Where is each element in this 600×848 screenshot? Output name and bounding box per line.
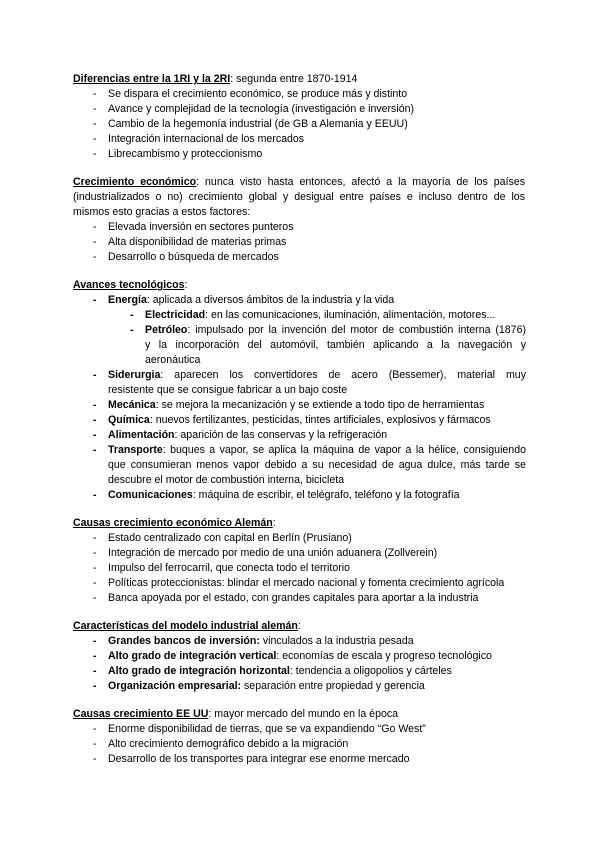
bullet: - bbox=[93, 577, 97, 589]
bullet: - bbox=[93, 103, 97, 115]
paragraph-line: resistente que se consigue fabricar a un bajo coste bbox=[108, 384, 348, 396]
bullet: - bbox=[93, 547, 97, 559]
bullet: - bbox=[93, 251, 97, 263]
section-heading-tech: Avances tecnológicos: bbox=[73, 279, 188, 291]
list-item: Se dispara el crecimiento económico, se produce más y distinto bbox=[108, 88, 408, 100]
list-item-comunicaciones: Comunicaciones: máquina de escribir, el telégrafo, teléfono y la fotografía bbox=[108, 489, 460, 501]
bullet: - bbox=[93, 118, 97, 130]
list-item: Integración internacional de los mercados bbox=[108, 133, 305, 145]
list-item: Estado centralizado con capital en Berlín (Prusiano) bbox=[108, 532, 352, 544]
list-item: Elevada inversión en sectores punteros bbox=[108, 221, 294, 233]
paragraph-line: mismos esto gracias a estos factores: bbox=[73, 206, 251, 218]
bullet: - bbox=[93, 369, 97, 381]
list-item-mecanica: Mecánica: se mejora la mecanización y se extiende a todo tipo de herramientas bbox=[108, 399, 485, 411]
bullet: - bbox=[93, 88, 97, 100]
list-item: Alta disponibilidad de materias primas bbox=[108, 236, 287, 248]
list-item-quimica: Química: nuevos fertilizantes, pesticidas, tintes artificiales, explosivos y fármacos bbox=[108, 414, 491, 426]
list-item: Integración de mercado por medio de una unión aduanera (Zollverein) bbox=[108, 547, 438, 559]
bullet: - bbox=[93, 399, 97, 411]
list-item: Políticas proteccionistas: blindar el mercado nacional y fomenta crecimiento agrícola bbox=[108, 577, 505, 589]
bullet: - bbox=[130, 324, 134, 336]
list-item-alimentacion: Alimentación: aparición de las conservas y la refrigeración bbox=[108, 429, 388, 441]
bullet: - bbox=[93, 753, 97, 765]
bullet: - bbox=[93, 680, 97, 692]
bullet: - bbox=[93, 532, 97, 544]
paragraph-line: que consumieran menos vapor debido a su necesidad de agua dulce, más tarde se bbox=[108, 459, 526, 471]
bullet: - bbox=[93, 723, 97, 735]
list-item: Grandes bancos de inversión: vinculados a la industria pesada bbox=[108, 635, 414, 647]
bullet: - bbox=[130, 309, 134, 321]
list-item: Librecambismo y proteccionismo bbox=[108, 148, 263, 160]
list-item: Enorme disponibilidad de tierras, que se va expandiendo “Go West” bbox=[108, 723, 426, 735]
section-heading-differences: Diferencias entre la 1RI y la 2RI: segunda entre 1870-1914 bbox=[73, 73, 358, 85]
list-item: Alto crecimiento demográfico debido a la migración bbox=[108, 738, 349, 750]
bullet: - bbox=[93, 635, 97, 647]
bullet: - bbox=[93, 650, 97, 662]
paragraph-line: y la incorporación del automóvil, también aplicando a la navegación y bbox=[145, 339, 526, 351]
list-item: Cambio de la hegemonía industrial (de GB a Alemania y EEUU) bbox=[108, 118, 408, 130]
list-item: Organización empresarial: separación entre propiedad y gerencia bbox=[108, 680, 425, 692]
bullet: - bbox=[93, 444, 97, 456]
list-item: Alto grado de integración vertical: economías de escala y progreso tecnológico bbox=[108, 650, 492, 662]
section-heading-german-model: Características del modelo industrial alemán: bbox=[73, 620, 301, 632]
list-item-transporte: Transporte: buques a vapor, se aplica la máquina de vapor a la hélice, consiguiendo bbox=[108, 444, 526, 456]
bullet: - bbox=[93, 592, 97, 604]
list-item: Desarrollo o búsqueda de mercados bbox=[108, 251, 279, 263]
list-item: Banca apoyada por el estado, con grandes capitales para aportar a la industria bbox=[108, 592, 479, 604]
list-item: Avance y complejidad de la tecnología (investigación e inversión) bbox=[108, 103, 415, 115]
bullet: - bbox=[93, 148, 97, 160]
bullet: - bbox=[93, 294, 97, 306]
list-item: Desarrollo de los transportes para integrar ese enorme mercado bbox=[108, 753, 410, 765]
list-item: Alto grado de integración horizontal: tendencia a oligopolios y cárteles bbox=[108, 665, 452, 677]
list-item-electricidad: Electricidad: en las comunicaciones, iluminación, alimentación, motores... bbox=[145, 309, 496, 321]
paragraph-line: aeronáutica bbox=[145, 354, 201, 366]
list-item-petroleo: Petróleo: impulsado por la invención del motor de combustión interna (1876) bbox=[145, 324, 526, 336]
bullet: - bbox=[93, 221, 97, 233]
bullet: - bbox=[93, 133, 97, 145]
bullet: - bbox=[93, 562, 97, 574]
list-item-siderurgia: Siderurgia: aparecen los convertidores de acero (Bessemer), material muy bbox=[108, 369, 526, 381]
section-heading-usa-causes: Causas crecimiento EE UU: mayor mercado del mundo en la época bbox=[73, 708, 399, 720]
bullet: - bbox=[93, 414, 97, 426]
section-paragraph-growth: Crecimiento económico: nunca visto hasta entonces, afectó a la mayoría de los países bbox=[73, 176, 526, 188]
bullet: - bbox=[93, 236, 97, 248]
list-item-energia: Energía: aplicada a diversos ámbitos de la industria y la vida bbox=[108, 294, 395, 306]
paragraph-line: descubre el motor de combustión interna, bicicleta bbox=[108, 474, 345, 486]
bullet: - bbox=[93, 489, 97, 501]
bullet: - bbox=[93, 738, 97, 750]
list-item: Impulso del ferrocarril, que conecta todo el territorio bbox=[108, 562, 351, 574]
paragraph-line: (industrializados o no) crecimiento global y desigual entre países e incluso dentro de los bbox=[73, 191, 525, 203]
bullet: - bbox=[93, 429, 97, 441]
section-heading-germany-causes: Causas crecimiento económico Alemán: bbox=[73, 517, 276, 529]
bullet: - bbox=[93, 665, 97, 677]
